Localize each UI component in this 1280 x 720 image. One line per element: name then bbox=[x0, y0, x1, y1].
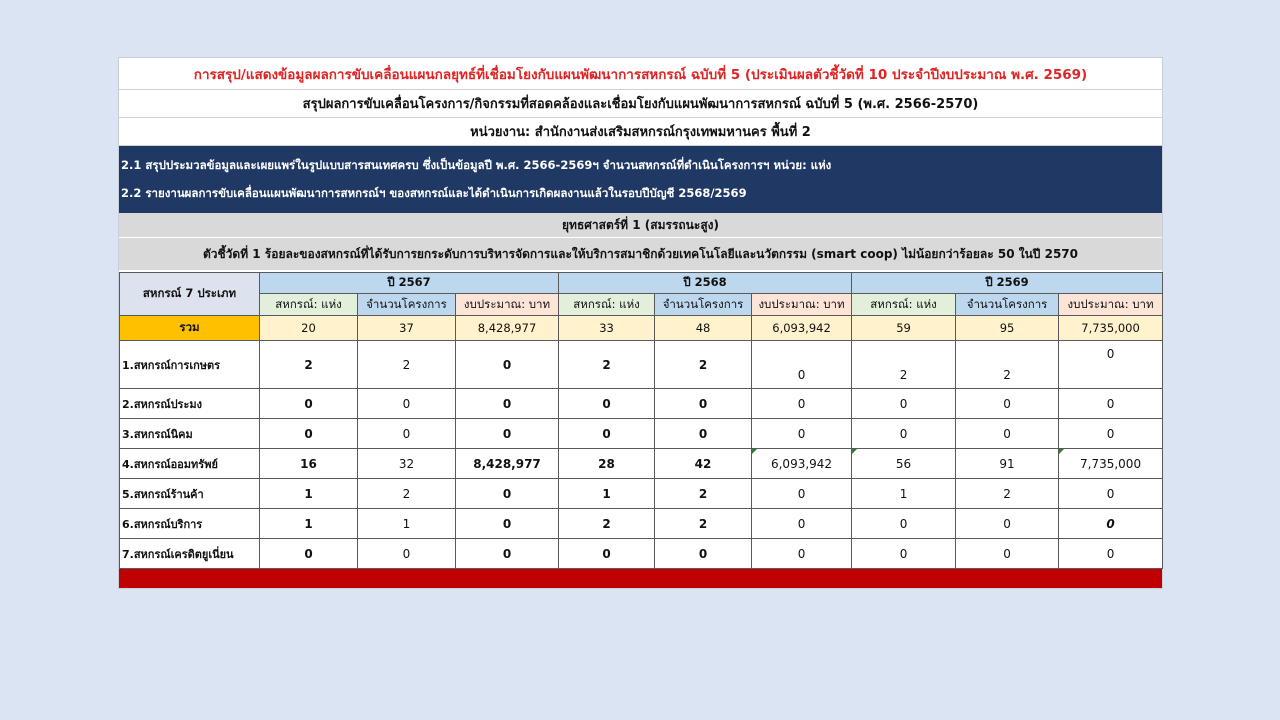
table-cell: 0 bbox=[752, 509, 852, 539]
table-cell: 6,093,942 bbox=[752, 449, 852, 479]
projects-header: จำนวนโครงการ bbox=[358, 294, 456, 316]
table-row bbox=[120, 341, 1163, 389]
table-cell: 0 bbox=[956, 419, 1059, 449]
table-row bbox=[120, 509, 1163, 539]
table-cell: 2 bbox=[655, 479, 752, 509]
table-cell: 2 bbox=[852, 341, 956, 389]
total-cell: 33 bbox=[559, 316, 655, 341]
report-title: การสรุป/แสดงข้อมูลผลการขับเคลื่อนแผนกลยุทธ์ที่เชื่อมโยงกับแผนพัฒนาการสหกรณ์ ฉบับที่ 5 (ประเมินผลตัวชี้วัดที่ 10 ประจำปีงบประมาณ พ.ศ. 2569) bbox=[119, 58, 1162, 90]
table-cell: 2 bbox=[559, 341, 655, 389]
table-cell: 0 bbox=[456, 341, 559, 389]
table-cell: 0 bbox=[852, 539, 956, 569]
table-cell: 0 bbox=[752, 539, 852, 569]
table-cell: 0 bbox=[358, 539, 456, 569]
table-cell: 0 bbox=[752, 341, 852, 389]
total-cell: 48 bbox=[655, 316, 752, 341]
footer-bar bbox=[119, 569, 1162, 588]
total-cell: 6,093,942 bbox=[752, 316, 852, 341]
table-cell: 0 bbox=[559, 389, 655, 419]
table-cell: 0 bbox=[956, 389, 1059, 419]
table-cell: 0 bbox=[852, 389, 956, 419]
total-label: รวม bbox=[120, 316, 260, 341]
row-label: 2.สหกรณ์ประมง bbox=[120, 389, 260, 419]
total-cell: 7,735,000 bbox=[1059, 316, 1163, 341]
notes-band bbox=[119, 146, 1162, 213]
table-row bbox=[120, 449, 1163, 479]
table-cell: 16 bbox=[260, 449, 358, 479]
table-row bbox=[120, 479, 1163, 509]
table-cell: 0 bbox=[456, 479, 559, 509]
table-cell: 0 bbox=[655, 389, 752, 419]
table-cell: 0 bbox=[456, 389, 559, 419]
projects-header: จำนวนโครงการ bbox=[655, 294, 752, 316]
budget-header: งบประมาณ: บาท bbox=[456, 294, 559, 316]
table-cell: 2 bbox=[655, 341, 752, 389]
table-cell: 42 bbox=[655, 449, 752, 479]
table-cell: 0 bbox=[456, 509, 559, 539]
table-cell: 0 bbox=[752, 479, 852, 509]
table-cell: 0 bbox=[559, 419, 655, 449]
table-cell: 0 bbox=[358, 389, 456, 419]
table-cell: 0 bbox=[260, 389, 358, 419]
table-cell: 0 bbox=[358, 419, 456, 449]
table-row bbox=[120, 419, 1163, 449]
table-cell: 0 bbox=[1059, 479, 1163, 509]
coops-header: สหกรณ์: แห่ง bbox=[852, 294, 956, 316]
table-cell: 0 bbox=[1059, 389, 1163, 419]
table-cell: 1 bbox=[358, 509, 456, 539]
note-line-1: 2.1 สรุปประมวลข้อมูลและเผยแพร่ในรูปแบบสารสนเทศครบ ซึ่งเป็นข้อมูลปี พ.ศ. 2566-2569ฯ จำนวนสหกรณ์ที่ดำเนินโครงการฯ หน่วย: แห่ง bbox=[121, 157, 832, 172]
budget-header: งบประมาณ: บาท bbox=[1059, 294, 1163, 316]
table-cell: 0 bbox=[956, 509, 1059, 539]
table-cell: 0 bbox=[456, 419, 559, 449]
year-header-2567: ปี 2567 bbox=[260, 273, 559, 294]
table-cell: 56 bbox=[852, 449, 956, 479]
table-cell: 2 bbox=[358, 479, 456, 509]
total-cell: 8,428,977 bbox=[456, 316, 559, 341]
table-cell: 32 bbox=[358, 449, 456, 479]
year-header-2568: ปี 2568 bbox=[559, 273, 852, 294]
table-cell: 1 bbox=[852, 479, 956, 509]
table-cell: 1 bbox=[260, 479, 358, 509]
coops-header: สหกรณ์: แห่ง bbox=[559, 294, 655, 316]
total-cell: 59 bbox=[852, 316, 956, 341]
table-cell: 0 bbox=[655, 419, 752, 449]
year-header-2569: ปี 2569 bbox=[852, 273, 1163, 294]
table-cell: 1 bbox=[559, 479, 655, 509]
total-cell: 20 bbox=[260, 316, 358, 341]
total-row bbox=[120, 316, 1163, 341]
table-cell: 0 bbox=[260, 539, 358, 569]
total-cell: 95 bbox=[956, 316, 1059, 341]
table-cell: 7,735,000 bbox=[1059, 449, 1163, 479]
strategy-heading: ยุทธศาสตร์ที่ 1 (สมรรถนะสูง) bbox=[119, 213, 1162, 238]
table-cell: 0 bbox=[655, 539, 752, 569]
budget-header: งบประมาณ: บาท bbox=[752, 294, 852, 316]
table-cell: 0 bbox=[1059, 539, 1163, 569]
table-cell: 0 bbox=[852, 419, 956, 449]
table-cell: 2 bbox=[559, 509, 655, 539]
total-cell: 37 bbox=[358, 316, 456, 341]
row-label: 3.สหกรณ์นิคม bbox=[120, 419, 260, 449]
table-cell: 0 bbox=[1059, 419, 1163, 449]
table-cell: 0 bbox=[852, 509, 956, 539]
table-cell: 0 bbox=[752, 389, 852, 419]
table-cell: 2 bbox=[956, 341, 1059, 389]
report-sheet bbox=[118, 57, 1163, 589]
table-cell: 28 bbox=[559, 449, 655, 479]
row-label: 1.สหกรณ์การเกษตร bbox=[120, 341, 260, 389]
table-cell: 0 bbox=[559, 539, 655, 569]
indicator-heading: ตัวชี้วัดที่ 1 ร้อยละของสหกรณ์ที่ได้รับการยกระดับการบริหารจัดการและให้บริการสมาชิกด้วยเทคโนโลยีและนวัตกรรม (smart coop) ไม่น้อยกว่าร้อยละ 50 ในปี 2570 bbox=[119, 238, 1162, 270]
data-table bbox=[119, 272, 1163, 569]
coops-header: สหกรณ์: แห่ง bbox=[260, 294, 358, 316]
row-label: 6.สหกรณ์บริการ bbox=[120, 509, 260, 539]
table-row bbox=[120, 389, 1163, 419]
table-cell: 8,428,977 bbox=[456, 449, 559, 479]
row-label: 7.สหกรณ์เครดิตยูเนี่ยน bbox=[120, 539, 260, 569]
table-row bbox=[120, 539, 1163, 569]
table-cell: 0 bbox=[1059, 509, 1163, 539]
table-cell: 2 bbox=[358, 341, 456, 389]
table-cell: 0 bbox=[260, 419, 358, 449]
note-line-2: 2.2 รายงานผลการขับเคลื่อนแผนพัฒนาการสหกรณ์ฯ ของสหกรณ์และได้ดำเนินการเกิดผลงานแล้วในรอบปีบัญชี 2568/2569 bbox=[121, 185, 747, 200]
table-cell: 0 bbox=[1059, 341, 1163, 389]
table-cell: 0 bbox=[456, 539, 559, 569]
row-label: 4.สหกรณ์ออมทรัพย์ bbox=[120, 449, 260, 479]
table-cell: 0 bbox=[752, 419, 852, 449]
report-subtitle: สรุปผลการขับเคลื่อนโครงการ/กิจกรรมที่สอดคล้องและเชื่อมโยงกับแผนพัฒนาการสหกรณ์ ฉบับที่ 5 (พ.ศ. 2566-2570) bbox=[119, 90, 1162, 118]
type-column-header: สหกรณ์ 7 ประเภท bbox=[120, 273, 260, 316]
table-cell: 2 bbox=[655, 509, 752, 539]
table-cell: 2 bbox=[260, 341, 358, 389]
table-cell: 2 bbox=[956, 479, 1059, 509]
projects-header: จำนวนโครงการ bbox=[956, 294, 1059, 316]
table-cell: 91 bbox=[956, 449, 1059, 479]
row-label: 5.สหกรณ์ร้านค้า bbox=[120, 479, 260, 509]
table-cell: 1 bbox=[260, 509, 358, 539]
agency-label: หน่วยงาน: สำนักงานส่งเสริมสหกรณ์กรุงเทพมหานคร พื้นที่ 2 bbox=[119, 118, 1162, 146]
table-cell: 0 bbox=[956, 539, 1059, 569]
